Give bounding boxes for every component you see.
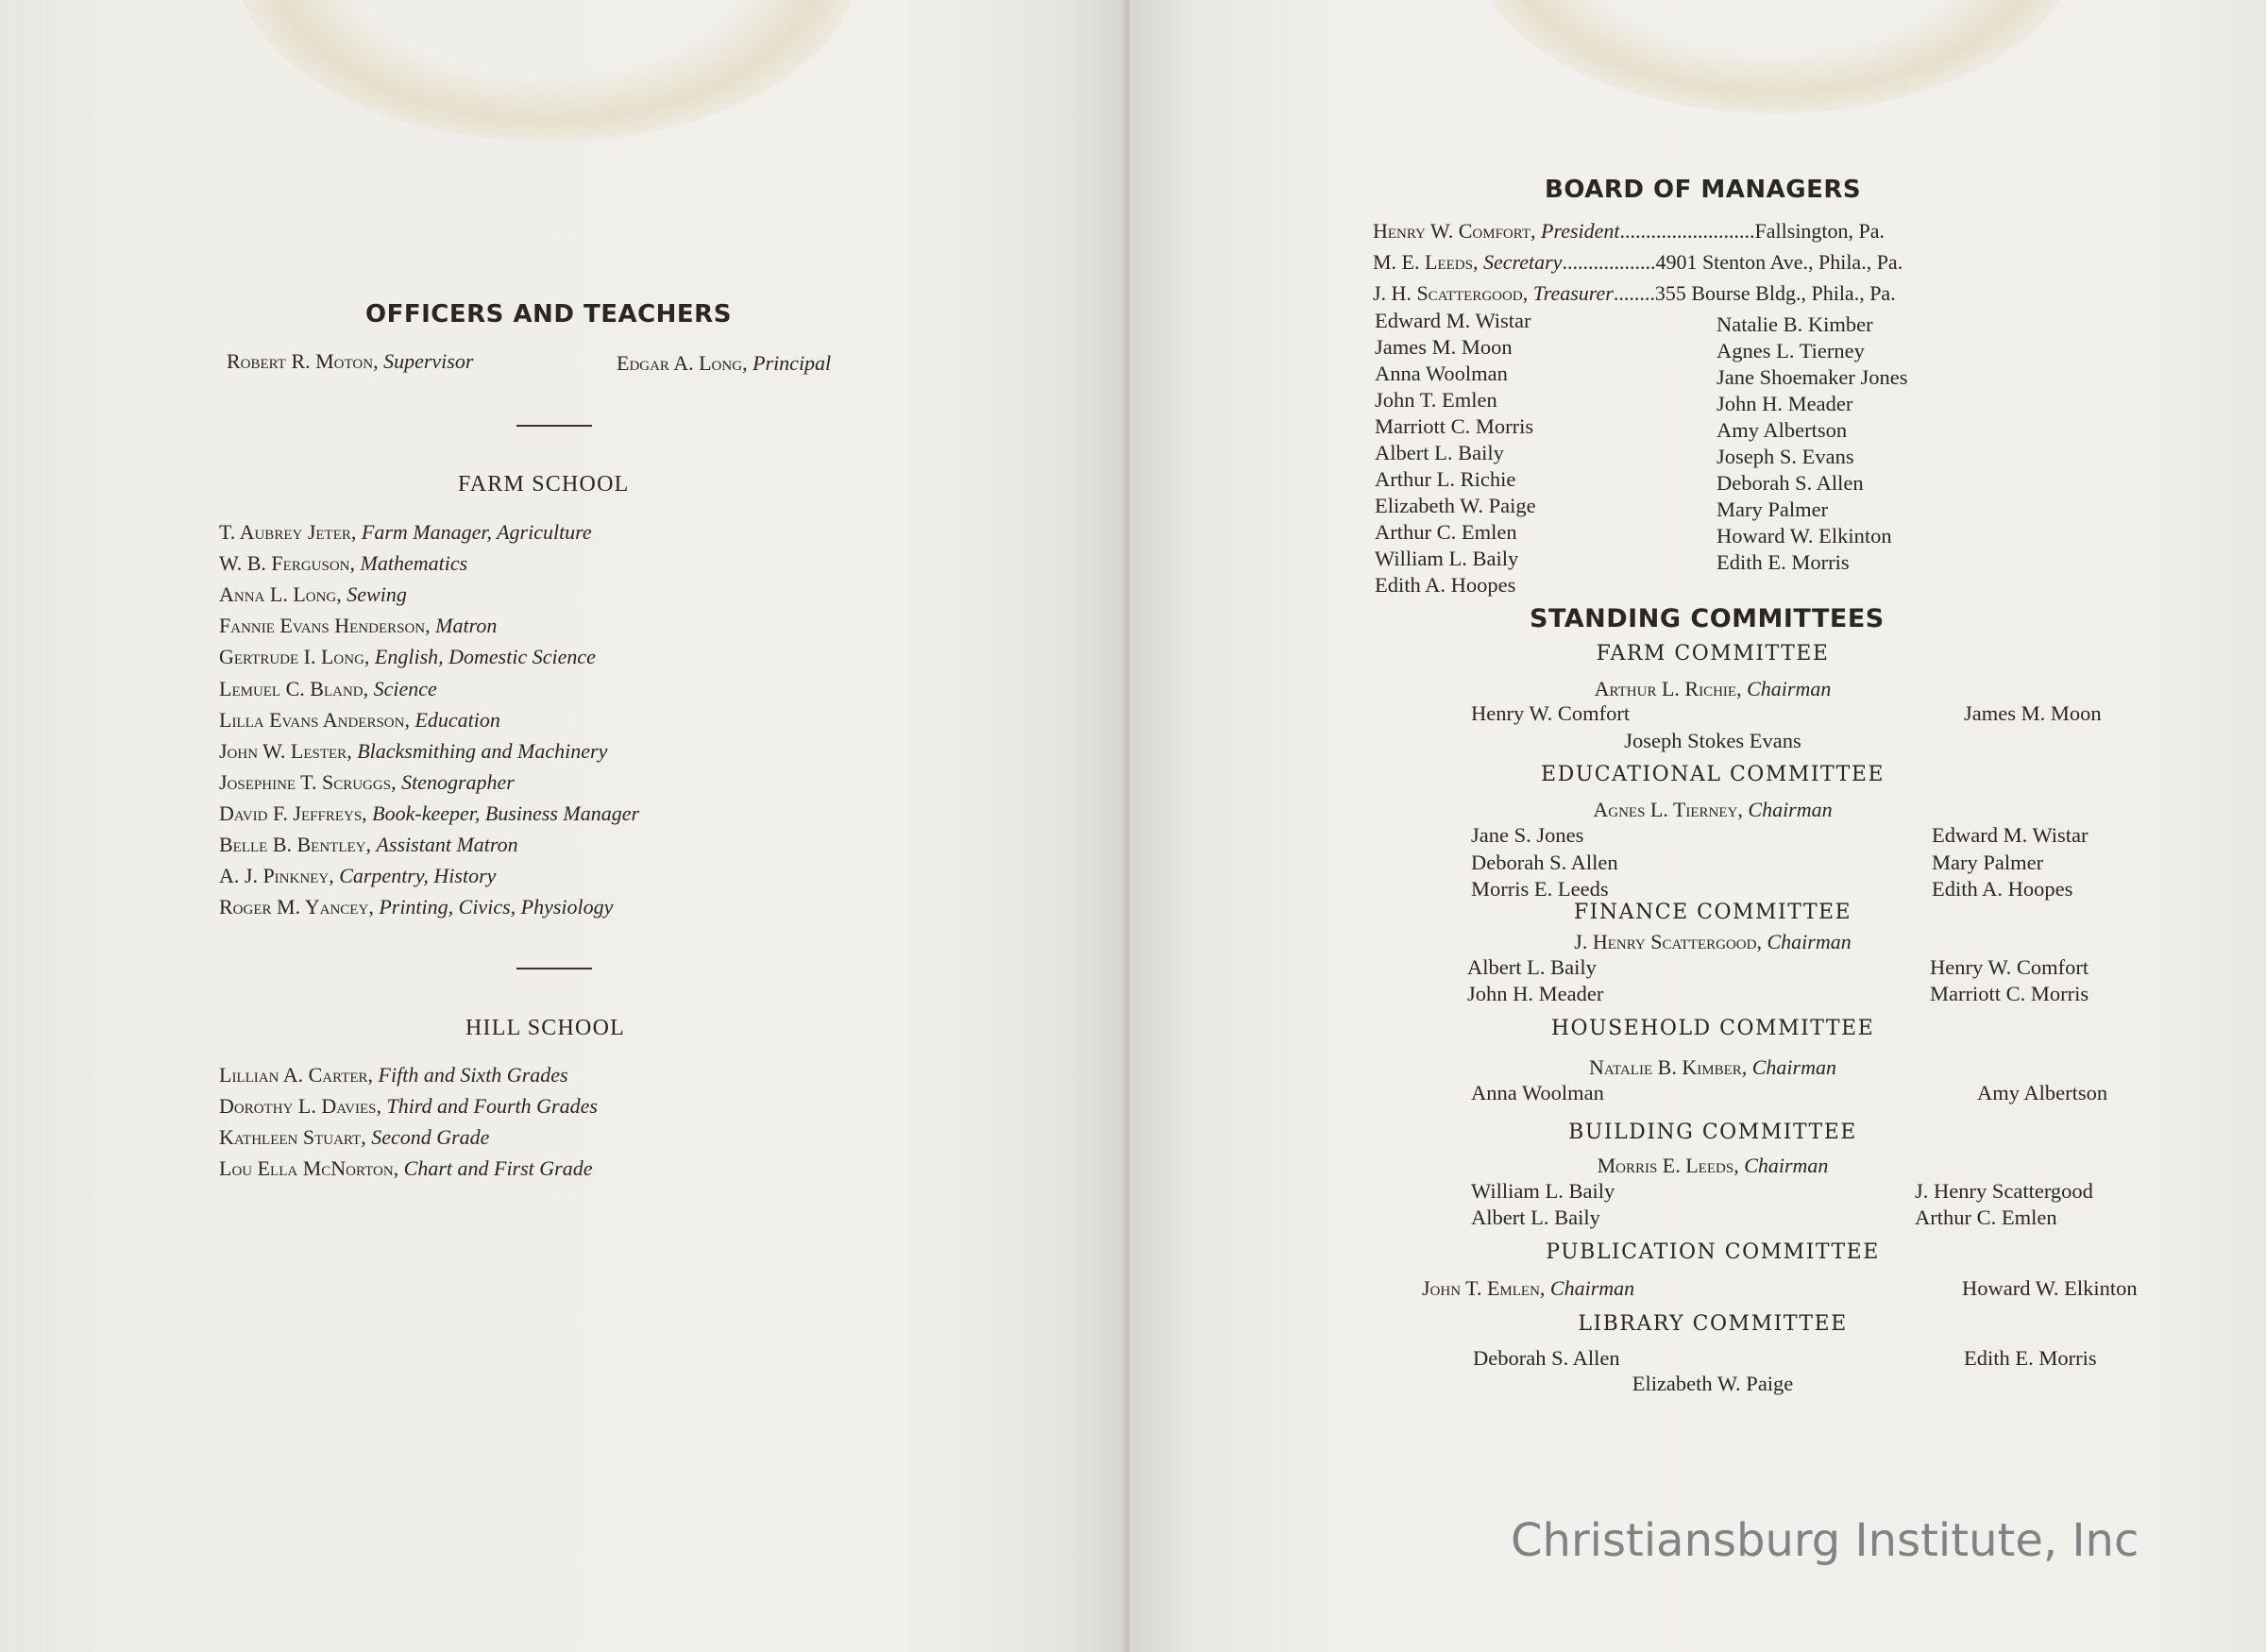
watermark: Christiansburg Institute, Inc bbox=[1511, 1514, 2139, 1567]
staff-entry: Kathleen Stuart, Second Grade bbox=[219, 1125, 490, 1149]
officer-role: President bbox=[1541, 219, 1620, 243]
board-member: Edward M. Wistar bbox=[1375, 309, 1531, 332]
staff-role: Fifth and Sixth Grades bbox=[378, 1063, 568, 1087]
committee-title: BUILDING COMMITTEE bbox=[1568, 1121, 1857, 1144]
chair-name: Arthur L. Richie bbox=[1594, 677, 1737, 700]
officers-heading: OFFICERS AND TEACHERS bbox=[365, 300, 732, 329]
hill-school-title: HILL SCHOOL bbox=[465, 1016, 625, 1040]
officer-principal: Edgar A. Long, Principal bbox=[617, 351, 832, 375]
staff-role: Second Grade bbox=[371, 1125, 490, 1149]
committee-member: Amy Albertson bbox=[1977, 1081, 2108, 1104]
chair-name: Morris E. Leeds bbox=[1597, 1154, 1734, 1177]
staff-entry: Roger M. Yancey, Printing, Civics, Physiology bbox=[219, 895, 614, 919]
board-member: Jane Shoemaker Jones bbox=[1716, 365, 1908, 389]
board-member: Arthur L. Richie bbox=[1375, 467, 1516, 491]
officer-address: 4901 Stenton Ave., Phila., Pa. bbox=[1655, 250, 1903, 274]
staff-role: English, Domestic Science bbox=[374, 645, 596, 669]
board-member: Anna Woolman bbox=[1375, 362, 1508, 385]
staff-entry: David F. Jeffreys, Book-keeper, Business Manager bbox=[219, 801, 640, 825]
staff-role: Education bbox=[414, 707, 500, 732]
left-page bbox=[0, 0, 1129, 1652]
board-heading: BOARD OF MANAGERS bbox=[1545, 176, 1862, 204]
staff-entry: Gertrude I. Long, English, Domestic Science bbox=[219, 645, 596, 669]
staff-entry: A. J. Pinkney, Carpentry, History bbox=[219, 864, 497, 888]
staff-name: Anna L. Long bbox=[219, 582, 337, 607]
committee-member: Anna Woolman bbox=[1471, 1081, 1604, 1104]
staff-entry: Josephine T. Scruggs, Stenographer bbox=[219, 769, 515, 794]
chair-label: Chairman bbox=[1767, 930, 1852, 953]
staff-role: Carpentry, History bbox=[339, 864, 497, 888]
committee-member: Deborah S. Allen bbox=[1471, 850, 1618, 874]
divider bbox=[516, 968, 592, 969]
staff-role: Third and Fourth Grades bbox=[386, 1094, 598, 1118]
staff-entry: Fannie Evans Henderson, Matron bbox=[219, 614, 498, 638]
committee-member: Jane S. Jones bbox=[1471, 823, 1584, 847]
staff-name: Lillian A. Carter bbox=[219, 1063, 368, 1087]
committee-member: Joseph Stokes Evans bbox=[1624, 729, 1801, 752]
committee-chair: Morris E. Leeds, Chairman bbox=[1597, 1154, 1829, 1177]
board-officer: Henry W. Comfort, President..........................Fallsington, Pa. bbox=[1373, 219, 1886, 243]
committee-title: FINANCE COMMITTEE bbox=[1573, 901, 1852, 924]
officer-name: Henry W. Comfort bbox=[1373, 219, 1531, 243]
committee-member: Henry W. Comfort bbox=[1471, 701, 1631, 725]
committee-member: Henry W. Comfort bbox=[1930, 955, 2089, 979]
board-member: Edith A. Hoopes bbox=[1375, 573, 1516, 597]
committee-member: J. Henry Scattergood bbox=[1915, 1179, 2093, 1203]
committee-member: Marriott C. Morris bbox=[1930, 982, 2089, 1005]
board-member: Natalie B. Kimber bbox=[1716, 312, 1873, 336]
committee-member: Arthur C. Emlen bbox=[1915, 1205, 2057, 1229]
committee-member: William L. Baily bbox=[1471, 1179, 1615, 1203]
board-member: Arthur C. Emlen bbox=[1375, 520, 1517, 544]
staff-role: Sewing bbox=[347, 582, 407, 607]
chair-name: J. Henry Scattergood bbox=[1574, 930, 1757, 953]
committee-member: Mary Palmer bbox=[1932, 850, 2044, 874]
committee-chair: Arthur L. Richie, Chairman bbox=[1594, 677, 1832, 700]
staff-role: Matron bbox=[435, 614, 498, 638]
committee-member: Elizabeth W. Paige bbox=[1632, 1372, 1794, 1395]
staff-entry: John W. Lester, Blacksmithing and Machinery bbox=[219, 738, 608, 763]
right-page bbox=[1129, 0, 2266, 1652]
staff-role: Chart and First Grade bbox=[403, 1156, 593, 1180]
staff-entry: Lou Ella McNorton, Chart and First Grade bbox=[219, 1156, 593, 1180]
staff-name: A. J. Pinkney bbox=[219, 864, 330, 888]
chair-label: Chairman bbox=[1549, 1276, 1635, 1300]
staff-name: David F. Jeffreys bbox=[219, 801, 363, 825]
staff-name: John W. Lester bbox=[219, 738, 347, 763]
board-member: John H. Meader bbox=[1716, 392, 1853, 415]
board-member: Joseph S. Evans bbox=[1716, 445, 1854, 468]
divider bbox=[516, 425, 592, 427]
staff-entry: Dorothy L. Davies, Third and Fourth Grades bbox=[219, 1094, 598, 1118]
committees-area bbox=[1373, 0, 2138, 1652]
board-officer: J. H. Scattergood, Treasurer........355 Bourse Bldg., Phila., Pa. bbox=[1373, 281, 1896, 305]
staff-name: Roger M. Yancey bbox=[219, 895, 369, 919]
chair-label: Chairman bbox=[1744, 1154, 1829, 1177]
committee-member: Albert L. Baily bbox=[1471, 1205, 1600, 1229]
committee-member: Edith A. Hoopes bbox=[1932, 877, 2073, 901]
staff-name: Lilla Evans Anderson bbox=[219, 707, 405, 732]
staff-entry: Lillian A. Carter, Fifth and Sixth Grades bbox=[219, 1063, 568, 1087]
officer-address: Fallsington, Pa. bbox=[1754, 219, 1886, 243]
staff-name: Lemuel C. Bland bbox=[219, 676, 364, 700]
chair-label: Chairman bbox=[1748, 798, 1833, 821]
staff-role: Mathematics bbox=[360, 551, 468, 576]
board-member: Elizabeth W. Paige bbox=[1375, 494, 1536, 517]
board-member: John T. Emlen bbox=[1375, 388, 1497, 412]
committee-chair: Natalie B. Kimber, Chairman bbox=[1589, 1055, 1836, 1079]
committee-member: Howard W. Elkinton bbox=[1962, 1276, 2138, 1300]
officer-name: J. H. Scattergood bbox=[1373, 281, 1523, 305]
staff-entry: W. B. Ferguson, Mathematics bbox=[219, 551, 468, 576]
board-member: James M. Moon bbox=[1375, 335, 1513, 359]
committee-chair: J. Henry Scattergood, Chairman bbox=[1574, 930, 1852, 953]
committee-title: EDUCATIONAL COMMITTEE bbox=[1541, 763, 1885, 786]
board-member: Agnes L. Tierney bbox=[1716, 339, 1865, 362]
water-stain bbox=[236, 0, 859, 142]
staff-role: Blacksmithing and Machinery bbox=[357, 738, 608, 763]
staff-name: Josephine T. Scruggs bbox=[219, 769, 392, 794]
staff-role: Stenographer bbox=[401, 769, 515, 794]
committee-title: LIBRARY COMMITTEE bbox=[1578, 1312, 1848, 1336]
dot-leader: .................. bbox=[1562, 250, 1656, 274]
officer-supervisor: Robert R. Moton, Supervisor bbox=[227, 349, 474, 373]
board-member: William L. Baily bbox=[1375, 547, 1519, 570]
board-member: Amy Albertson bbox=[1716, 418, 1848, 442]
staff-role: Science bbox=[373, 676, 437, 700]
officer-address: 355 Bourse Bldg., Phila., Pa. bbox=[1654, 281, 1896, 305]
board-member: Marriott C. Morris bbox=[1375, 414, 1534, 438]
staff-name: Belle B. Bentley bbox=[219, 833, 366, 856]
committee-member: Edward M. Wistar bbox=[1932, 823, 2088, 847]
officer-role: Treasurer bbox=[1532, 281, 1614, 305]
staff-entry: T. Aubrey Jeter, Farm Manager, Agriculture bbox=[219, 520, 592, 544]
dot-leader: ........ bbox=[1613, 281, 1655, 305]
staff-name: T. Aubrey Jeter bbox=[219, 520, 351, 544]
staff-name: W. B. Ferguson bbox=[219, 551, 350, 576]
staff-name: Lou Ella McNorton bbox=[219, 1156, 394, 1180]
chair-name: Agnes L. Tierney bbox=[1593, 798, 1738, 821]
staff-role: Farm Manager, Agriculture bbox=[361, 520, 592, 544]
staff-name: Kathleen Stuart bbox=[219, 1125, 362, 1149]
staff-name: Fannie Evans Henderson bbox=[219, 614, 426, 638]
staff-entry: Lilla Evans Anderson, Education bbox=[219, 707, 500, 732]
staff-name: Gertrude I. Long bbox=[219, 645, 364, 669]
staff-name: Dorothy L. Davies bbox=[219, 1094, 377, 1118]
staff-entry: Anna L. Long, Sewing bbox=[219, 582, 407, 607]
standing-committees-heading: STANDING COMMITTEES bbox=[1530, 604, 1885, 633]
officer-role: Secretary bbox=[1482, 250, 1563, 274]
dot-leader: .......................... bbox=[1619, 219, 1755, 243]
staff-entry: Lemuel C. Bland, Science bbox=[219, 676, 437, 700]
board-member: Howard W. Elkinton bbox=[1716, 524, 1892, 548]
board-officer: M. E. Leeds, Secretary..................4901 Stenton Ave., Phila., Pa. bbox=[1373, 250, 1903, 274]
committee-member: Deborah S. Allen bbox=[1473, 1346, 1620, 1370]
officer-name: M. E. Leeds bbox=[1373, 250, 1473, 274]
committee-member: Morris E. Leeds bbox=[1471, 877, 1609, 901]
staff-role: Assistant Matron bbox=[376, 833, 518, 856]
staff-role: Printing, Civics, Physiology bbox=[379, 895, 614, 919]
board-member: Edith E. Morris bbox=[1716, 550, 1850, 574]
committee-member: Albert L. Baily bbox=[1467, 955, 1597, 979]
board-member: Albert L. Baily bbox=[1375, 441, 1504, 464]
committee-chair: Agnes L. Tierney, Chairman bbox=[1593, 798, 1833, 821]
chair-label: Chairman bbox=[1747, 677, 1832, 700]
committee-chair: John T. Emlen, Chairman bbox=[1422, 1276, 1635, 1300]
chair-name: Natalie B. Kimber bbox=[1589, 1055, 1742, 1079]
staff-entry: Belle B. Bentley, Assistant Matron bbox=[219, 833, 518, 856]
chair-name: John T. Emlen bbox=[1422, 1276, 1540, 1300]
committee-title: PUBLICATION COMMITTEE bbox=[1546, 1240, 1880, 1264]
committee-member: Edith E. Morris bbox=[1964, 1346, 2097, 1370]
staff-role: Book-keeper, Business Manager bbox=[372, 801, 640, 825]
board-member: Deborah S. Allen bbox=[1716, 471, 1864, 495]
board-member: Mary Palmer bbox=[1716, 497, 1829, 521]
chair-label: Chairman bbox=[1751, 1055, 1836, 1079]
committee-title: FARM COMMITTEE bbox=[1596, 642, 1830, 666]
committee-member: John H. Meader bbox=[1467, 982, 1604, 1005]
committee-title: HOUSEHOLD COMMITTEE bbox=[1550, 1017, 1875, 1040]
committee-member: James M. Moon bbox=[1964, 701, 2102, 725]
farm-school-title: FARM SCHOOL bbox=[458, 472, 630, 497]
